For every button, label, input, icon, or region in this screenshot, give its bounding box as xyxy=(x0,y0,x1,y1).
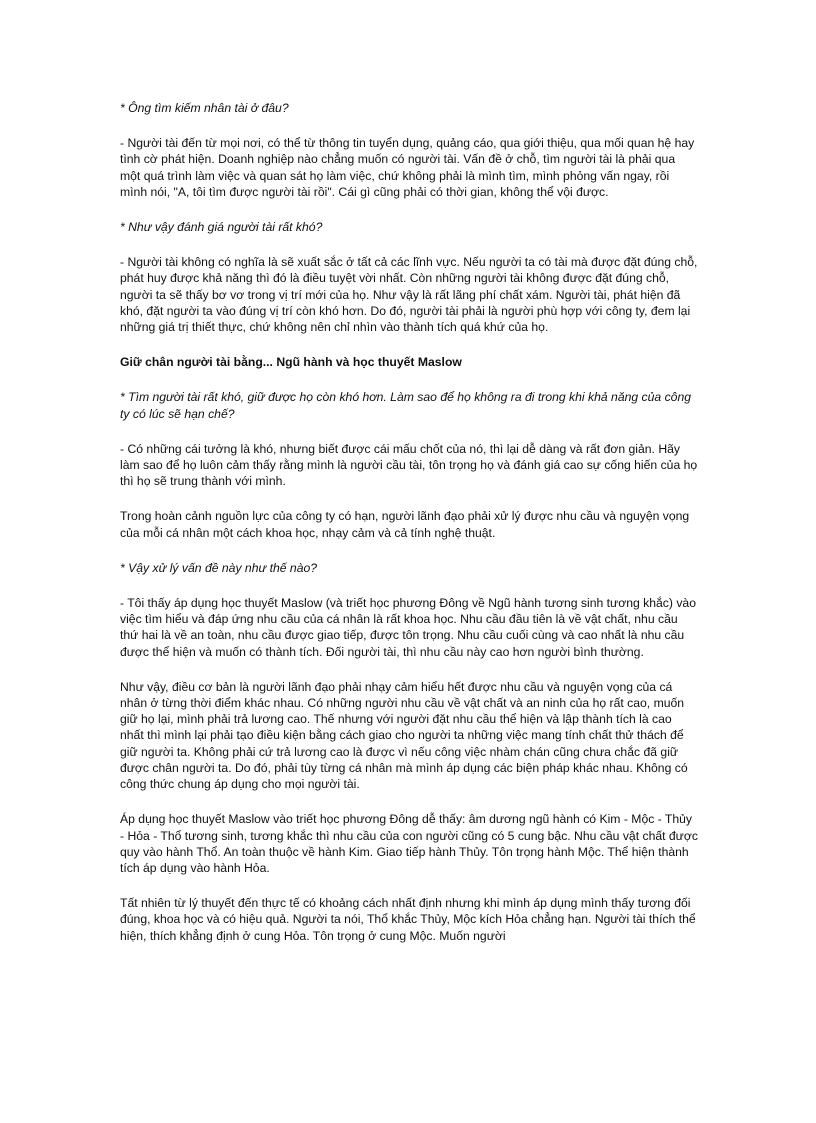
body-paragraph: Như vậy, điều cơ bản là người lãnh đạo phải nhạy cảm hiểu hết được nhu cầu và nguyện vọng của cá nhân ở từng thời điểm khác nhau. Có những người nhu cầu về vật chất và an ninh của họ rất cao, muốn giữ họ lại, mình phải trả lương cao. Thế nhưng với người đặt nhu cầu thể hiện và lập thành tích là cao nhất thì mình lại phải tạo điều kiện bằng cách giao cho người ta những việc mang tính chất thử thách để giữ người ta. Không phải cứ trả lương cao là được vì nếu công việc nhàm chán cũng chưa chắc đã giữ được chân người ta. Do đó, phải tùy từng cá nhân mà mình áp dụng các biện pháp khác nhau. Không có công thức chung áp dụng cho mọi người tài. xyxy=(120,679,688,792)
interview-question: * Như vậy đánh giá người tài rất khó? xyxy=(120,220,323,235)
body-paragraph: Trong hoàn cảnh nguồn lực của công ty có hạn, người lãnh đạo phải xử lý được nhu cầu và nguyện vọng của mỗi cá nhân một cách khoa học, nhạy cảm và cả tính nghệ thuật. xyxy=(120,509,690,540)
document-page xyxy=(120,100,698,963)
section-heading: Giữ chân người tài bằng... Ngũ hành và học thuyết Maslow xyxy=(120,355,462,370)
interview-answer: - Người tài đến từ mọi nơi, có thể từ thông tin tuyển dụng, quảng cáo, qua giới thiệu, qua mối quan hệ hay tình cờ phát hiện. Doanh nghiệp nào chẳng muốn có người tài. Vấn đề ở chỗ, tìm người tài là phải qua một quá trình làm việc và quan sát họ làm việc, chứ không phải là mình tìm, mình phỏng vấn ngay, rồi mình nói, "A, tôi tìm được người tài rồi". Cái gì cũng phải có thời gian, không thể vội được. xyxy=(120,136,695,199)
interview-question: * Tìm người tài rất khó, giữ được họ còn khó hơn. Làm sao để họ không ra đi trong khi khả năng của công ty có lúc sẽ hạn chế? xyxy=(120,390,692,421)
interview-answer: - Tôi thấy áp dụng học thuyết Maslow (và triết học phương Đông về Ngũ hành tương sinh tương khắc) vào việc tìm hiểu và đáp ứng nhu cầu của cá nhân là rất khoa học. Nhu cầu đầu tiên là về vật chất, nhu cầu thứ hai là về an toàn, nhu cầu được giao tiếp, được tôn trọng. Nhu cầu cuối cùng và cao nhất là nhu cầu được thể hiện và muốn có thành tích. Đối người tài, thì nhu cầu này cao hơn người bình thường. xyxy=(120,596,696,659)
body-paragraph: Tất nhiên từ lý thuyết đến thực tế có khoảng cách nhất định nhưng khi mình áp dụng mình thấy tương đối đúng, khoa học và có hiệu quả. Người ta nói, Thổ khắc Thủy, Mộc kích Hỏa chẳng hạn. Người tài thích thể hiện, thích khẳng định ở cung Hỏa. Tôn trọng ở cung Mộc. Muốn người xyxy=(120,896,696,943)
interview-question: * Ông tìm kiếm nhân tài ở đâu? xyxy=(120,101,289,115)
interview-answer: - Có những cái tưởng là khó, nhưng biết được cái mấu chốt của nó, thì lại dễ dàng và rất đơn giản. Hãy làm sao để họ luôn cảm thấy rằng mình là người cầu tài, tôn trọng họ và đánh giá cao sự cống hiến của họ thì họ sẽ trung thành với mình. xyxy=(120,441,698,489)
body-paragraph: Áp dụng học thuyết Maslow vào triết học phương Đông dễ thấy: âm dương ngũ hành có Kim - Mộc - Thủy - Hỏa - Thổ tương sinh, tương khắc thì nhu cầu của con người cũng có 5 cung bậc. Nhu cầu vật chất được quy vào hành Thổ. An toàn thuộc về hành Kim. Giao tiếp hành Thủy. Tôn trọng hành Mộc. Thể hiện thành tích áp dụng vào hành Hỏa. xyxy=(120,812,698,875)
interview-question: * Vậy xử lý vấn đề này như thế nào? xyxy=(120,560,318,575)
interview-answer: - Người tài không có nghĩa là sẽ xuất sắc ở tất cả các lĩnh vực. Nếu người ta có tài mà được đặt đúng chỗ, phát huy được khả năng thì đó là điều tuyệt vời nhất. Còn những người tài không được đặt đúng chỗ, người ta sẽ thấy bơ vơ trong vị trí mới của họ. Như vậy là rất lãng phí chất xám. Người tài, phát hiện đã khó, đặt người ta vào đúng vị trí còn khó hơn. Do đó, người tài phải là người phù hợp với công ty, đem lại những giá trị thiết thực, chứ không nên chỉ nhìn vào thành tích quá khứ của họ. xyxy=(120,255,698,335)
